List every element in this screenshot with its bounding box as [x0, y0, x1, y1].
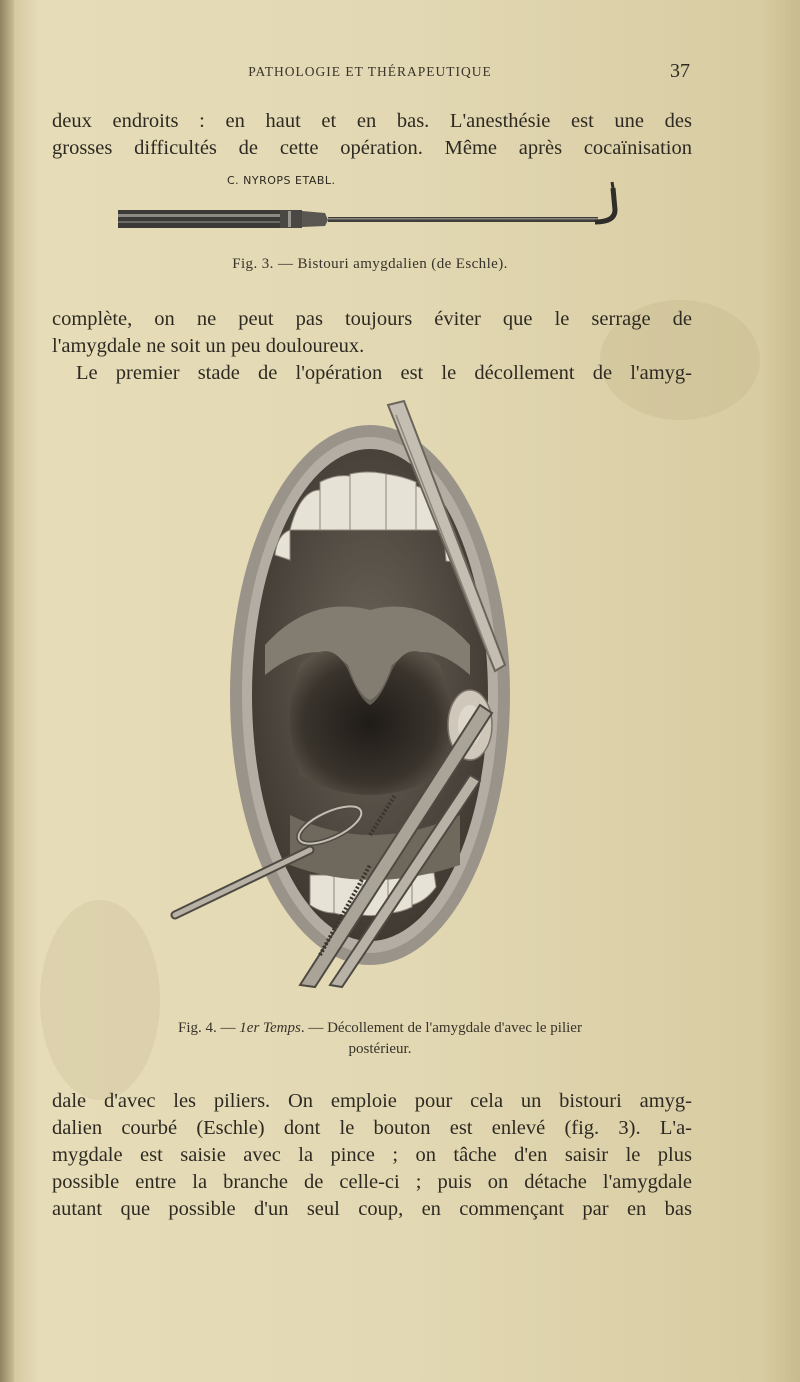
- text-line: dalien courbé (Eschle) dont le bouton est enlevé (fig. 3). L'a-: [52, 1117, 692, 1139]
- instrument-maker-label: C. NYROPS ETABL.: [227, 174, 336, 187]
- text-line: dale d'avec les piliers. On emploie pour cela un bistouri amyg-: [52, 1090, 692, 1112]
- figure-4-caption-line-1: [70, 1018, 690, 1039]
- page-number: 37: [670, 60, 690, 82]
- running-title: PATHOLOGIE ET THÉRAPEUTIQUE: [248, 64, 492, 79]
- running-header: [50, 60, 690, 90]
- text-line: Le premier stade de l'opération est le décollement de l'amyg-: [76, 362, 692, 384]
- figure-4: [170, 395, 560, 995]
- text-line: l'amygdale ne soit un peu douloureux.: [52, 335, 365, 357]
- figure-4-caption-line-2: postérieur.: [348, 1041, 412, 1057]
- caption-rest: . — Décollement de l'amygdale d'avec le pilier: [300, 1020, 582, 1036]
- paper-stain: [40, 900, 160, 1100]
- text-line: autant que possible d'un seul coup, en commençant par en bas: [52, 1198, 692, 1220]
- figure-4-caption: [70, 1018, 690, 1060]
- paragraph-2: [52, 306, 692, 360]
- paragraph-3: [52, 360, 692, 387]
- figure-3-caption: Fig. 3. — Bistouri amygdalien (de Eschle).: [232, 256, 508, 272]
- caption-prefix: Fig. 4. —: [178, 1020, 240, 1036]
- text-line: deux endroits : en haut et en bas. L'anesthésie est une des: [52, 110, 692, 132]
- text-line: grosses difficultés de cette opération. Même après cocaïnisation: [52, 137, 692, 159]
- caption-italic: 1er Temps: [239, 1020, 301, 1036]
- page-spine-shadow: [0, 0, 14, 1382]
- paragraph-4: [52, 1088, 692, 1223]
- figure-3: [110, 170, 640, 240]
- text-line: mygdale est saisie avec la pince ; on tâche d'en saisir le plus: [52, 1144, 692, 1166]
- text-line: possible entre la branche de celle-ci ; puis on détache l'amygdale: [52, 1171, 692, 1193]
- paragraph-1: [52, 108, 692, 162]
- open-mouth-illustration-icon: [170, 395, 560, 995]
- text-line: complète, on ne peut pas toujours éviter que le serrage de: [52, 308, 692, 330]
- scalpel-icon: [110, 170, 640, 240]
